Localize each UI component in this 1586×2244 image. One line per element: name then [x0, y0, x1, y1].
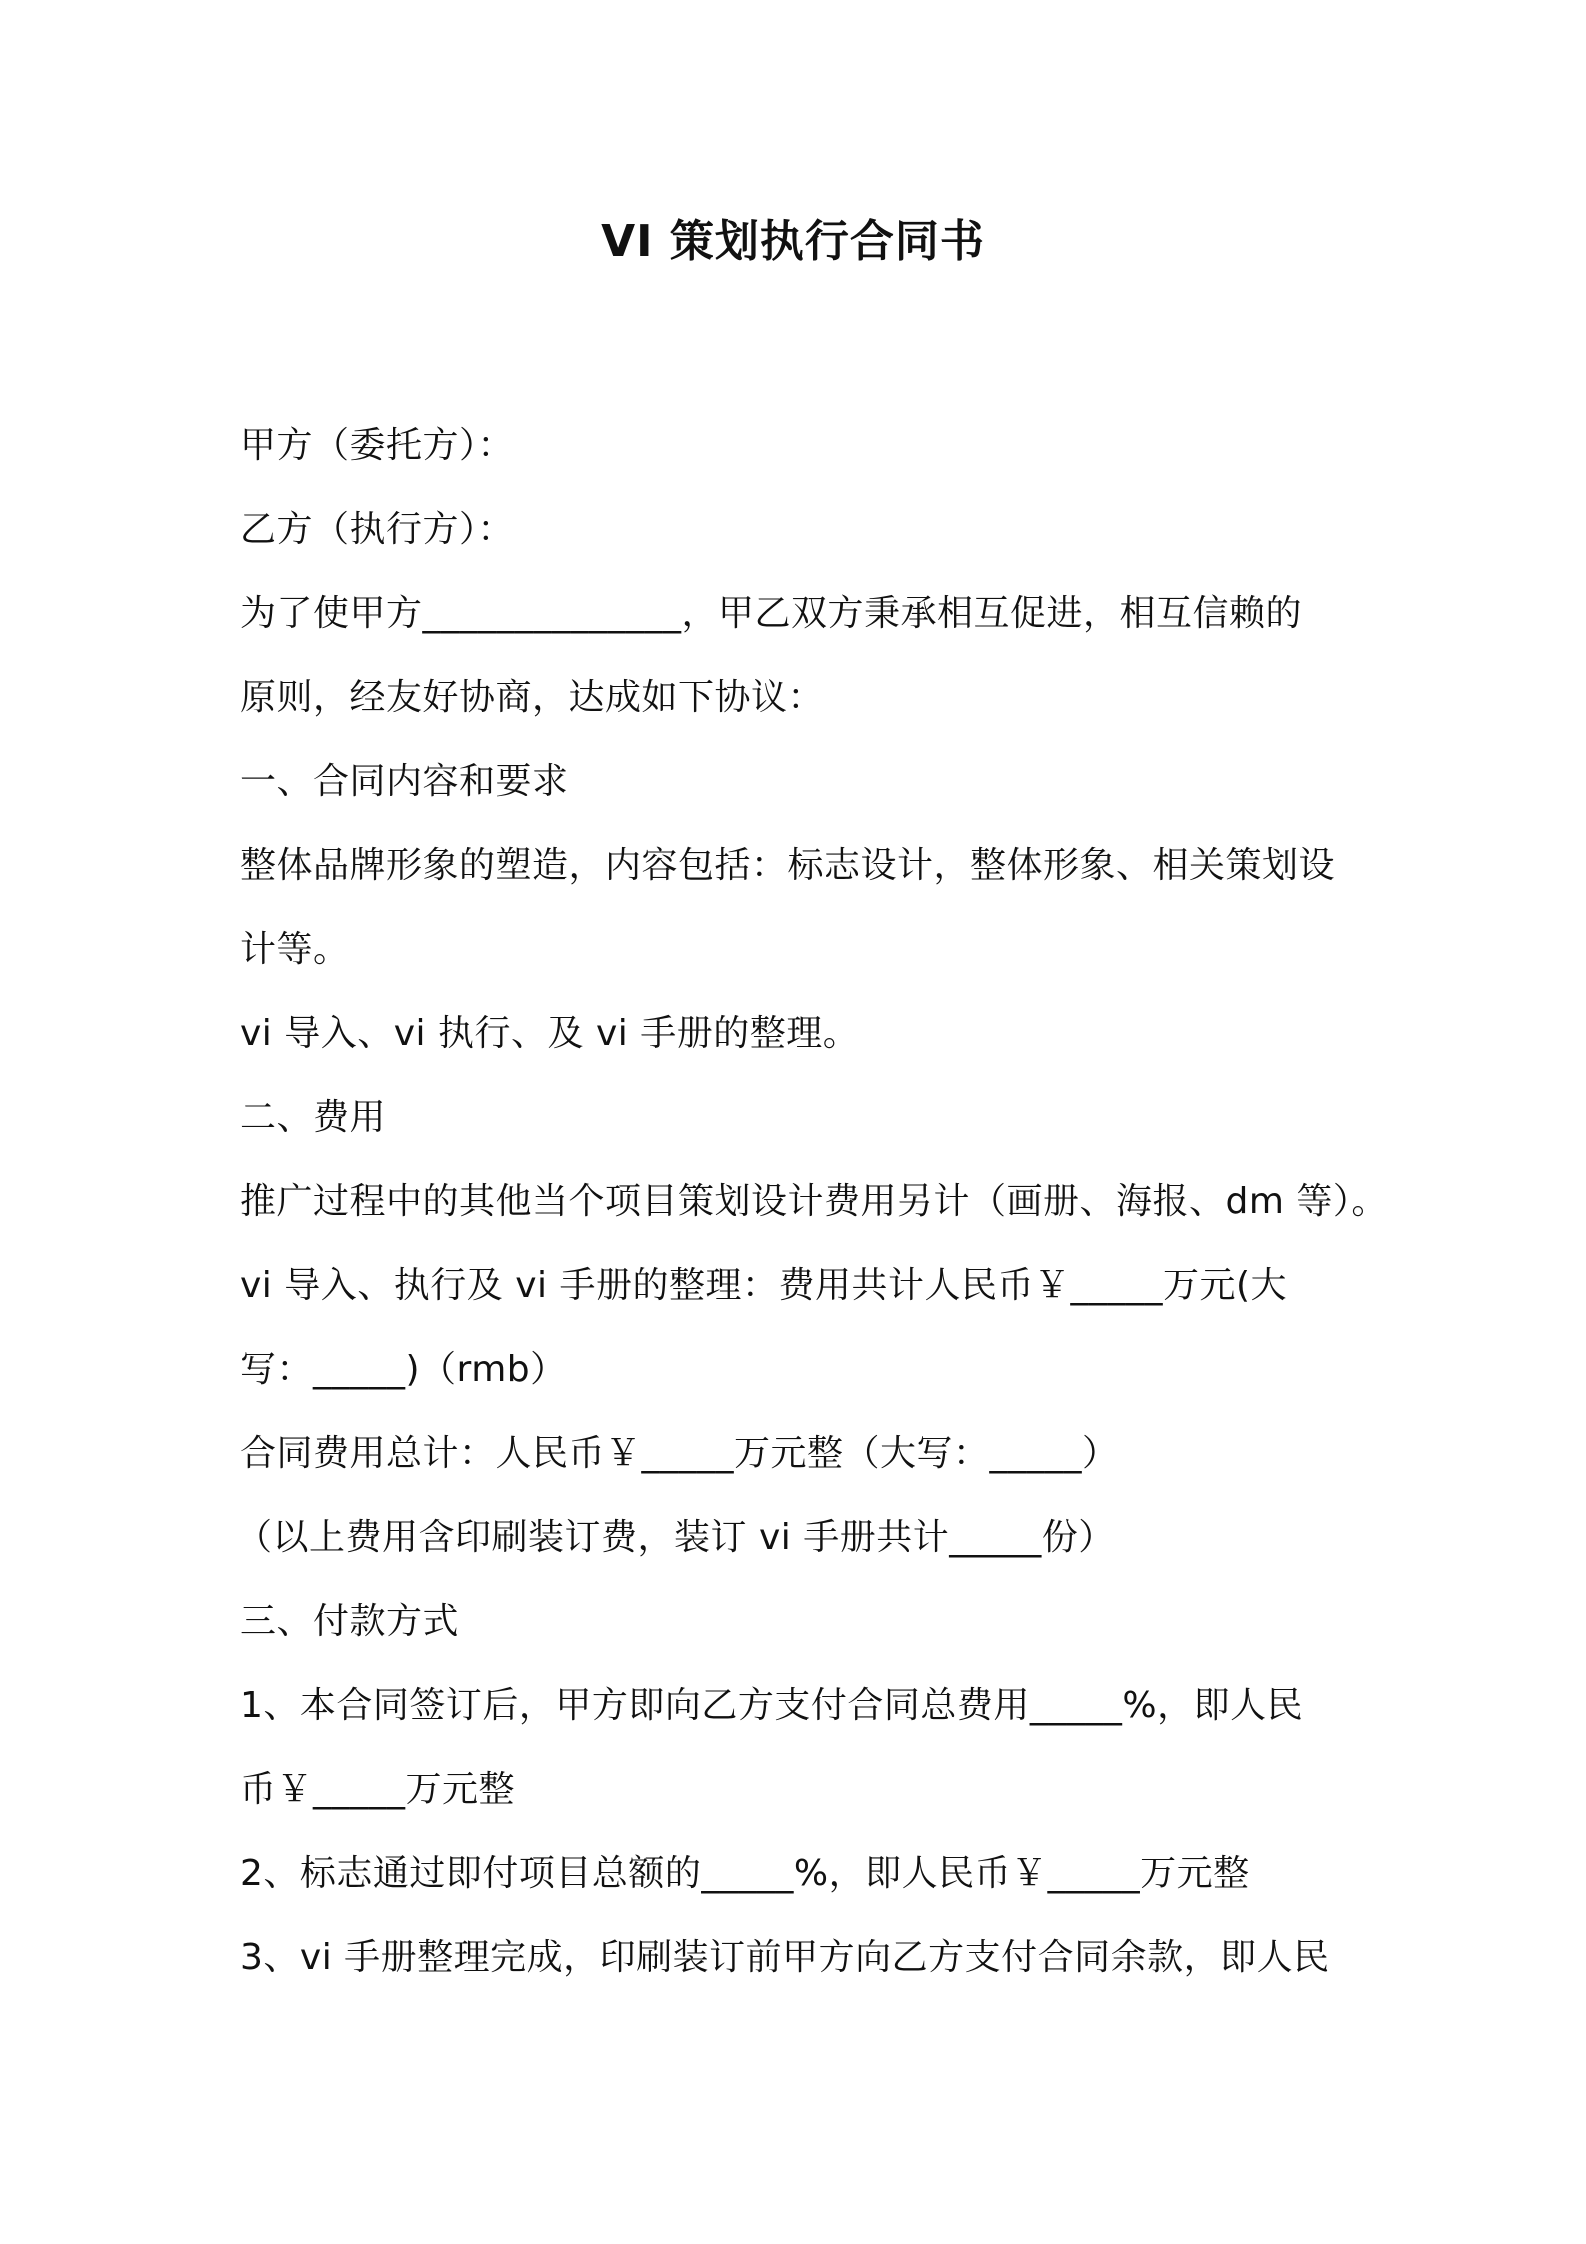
payment-item-2: 2、标志通过即付项目总额的_____%，即人民币￥_____万元整	[240, 1853, 1250, 1894]
party-a-line: 甲方（委托方）：	[240, 425, 515, 466]
section-1-line-1: 整体品牌形象的塑造，内容包括：标志设计，整体形象、相关策划设	[240, 845, 1336, 886]
payment-item-1-line-2: 币￥_____万元整	[240, 1769, 516, 1810]
section-2-line-5: （以上费用含印刷装订费，装订 vi 手册共计_____份）	[236, 1517, 1115, 1558]
section-1-heading: 一、合同内容和要求	[240, 761, 569, 802]
payment-item-1-line-1: 1、本合同签订后，甲方即向乙方支付合同总费用_____%，即人民	[240, 1685, 1304, 1726]
party-b-line: 乙方（执行方）：	[240, 509, 515, 550]
document-body	[236, 404, 1388, 2000]
section-1-line-2: 计等。	[240, 929, 350, 970]
payment-item-3-line-1: 3、vi 手册整理完成，印刷装订前甲方向乙方支付合同余款，即人民	[240, 1937, 1330, 1978]
document-title: VI 策划执行合同书	[601, 216, 985, 267]
section-1-line-3: vi 导入、vi 执行、及 vi 手册的整理。	[240, 1013, 860, 1054]
intro-line-2: 原则，经友好协商，达成如下协议：	[240, 677, 825, 718]
section-2-line-2: vi 导入、执行及 vi 手册的整理：费用共计人民币￥_____万元(大	[240, 1265, 1287, 1306]
section-3-heading: 三、付款方式	[240, 1601, 460, 1642]
section-2-line-3: 写：_____)（rmb）	[240, 1349, 567, 1390]
section-2-heading: 二、费用	[240, 1097, 387, 1138]
section-2-line-4: 合同费用总计：人民币￥_____万元整（大写：_____）	[240, 1433, 1119, 1474]
intro-line-1: 为了使甲方______________，甲乙双方秉承相互促进，相互信赖的	[240, 593, 1303, 634]
section-2-line-1: 推广过程中的其他当个项目策划设计费用另计（画册、海报、dm 等）。	[240, 1181, 1388, 1222]
